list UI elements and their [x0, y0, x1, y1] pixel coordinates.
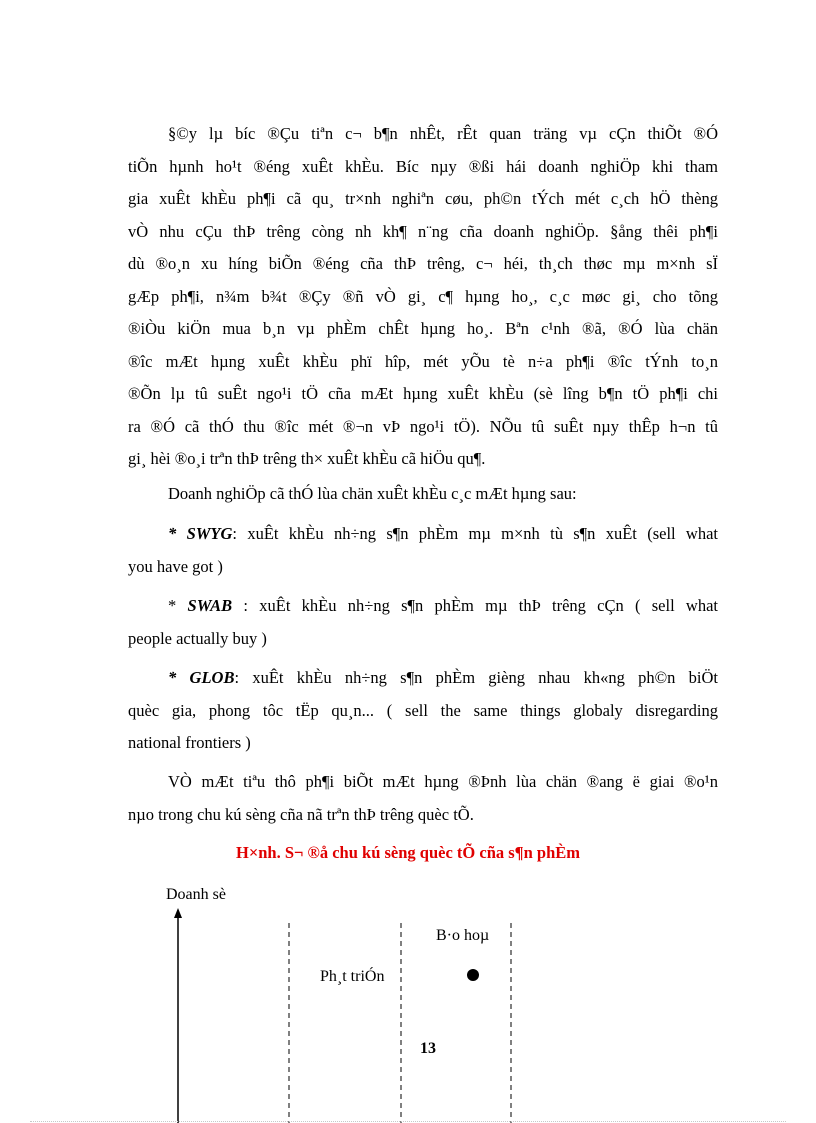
lifecycle-point — [467, 969, 479, 981]
y-axis-arrow-icon — [174, 908, 182, 918]
text-line: vÒ nhu cÇu thÞ trêng còng nh kh¶ n¨ng cña doanh nghiÖp. §ång thêi ph¶i — [128, 221, 718, 241]
text-line: gia xuÊt khÈu ph¶i cã qu¸ tr×nh nghiªn cøu, ph©n tÝch mét c¸ch hÖ thèng — [128, 189, 718, 208]
text-line: quèc gia, phong tôc tËp qu¸n... ( sell the same things globaly disregarding — [128, 700, 718, 720]
text-run: : xuÊt khÈu nh÷ng s¶n phÈm mµ m×nh tù s¶n xuÊt (sell what — [232, 524, 719, 543]
text-line: nµo trong chu kú sèng cña nã trªn thÞ trêng quèc tÕ. — [128, 804, 474, 824]
stage-label-develop: Ph¸t triÓn — [320, 968, 385, 985]
text-line: ®Õn lµ tû suÊt ngo¹i tÖ cña mÆt hµng xuÊt khÈu (sè lîng b¶n tÖ ph¶i chi — [128, 384, 718, 403]
text-line: national frontiers ) — [128, 733, 251, 752]
stage-label-saturation: B·o hoµ — [436, 927, 490, 944]
text-line: you have got ) — [128, 556, 223, 576]
text-line: VÒ mÆt tiªu thô ph¶i biÕt mÆt hµng ®Þnh lùa chän ®ang ë giai ®o¹n — [168, 772, 718, 791]
keyword-swyg: SWYG — [186, 524, 233, 543]
figure-caption: H×nh. S¬ ®å chu kú sèng quèc tÕ cña s¶n phÈm — [235, 843, 580, 862]
text-line: §©y lµ bíc ®Çu tiªn c¬ b¶n nhÊt, rÊt quan träng vµ cÇn thiÕt ®Ó — [168, 124, 718, 143]
bullet-prefix: * — [168, 524, 187, 543]
text-line: tiÕn hµnh ho¹t ®éng xuÊt khÈu. Bíc nµy ®ßi hái doanh nghiÖp khi tham — [128, 156, 718, 176]
text-line: ®iÒu kiÖn mua b¸n vµ phÈm chÊt hµng ho¸. Bªn c¹nh ®ã, ®Ó lùa chän — [128, 319, 718, 338]
page-number: 13 — [420, 1040, 436, 1057]
text-line: people actually buy ) — [128, 628, 267, 648]
text-line: ®îc mÆt hµng xuÊt khÈu phï hîp, mét yÕu tè n÷a ph¶i ®îc tÝnh to¸n — [128, 351, 718, 371]
text-line: gi¸ hèi ®o¸i trªn thÞ trêng th× xuÊt khÈu cã hiÖu qu¶. — [128, 449, 486, 468]
keyword-swab: SWAB — [187, 596, 233, 615]
text-line: Doanh nghiÖp cã thÓ lùa chän xuÊt khÈu c¸c mÆt hµng sau: — [168, 484, 577, 503]
text-run: : xuÊt khÈu nh÷ng s¶n phÈm gièng nhau kh«ng ph©n biÖt — [234, 668, 719, 687]
bullet-prefix: * — [168, 668, 190, 687]
keyword-glob: GLOB — [189, 668, 235, 687]
text-line: gÆp ph¶i, n¾m b¾t ®Çy ®ñ vÒ gi¸ c¶ hµng ho¸, c¸c møc gi¸ cho tõng — [128, 286, 718, 306]
page-bottom-rule — [30, 1121, 786, 1122]
text-run: : xuÊt khÈu nh÷ng s¶n phÈm mµ thÞ trêng cÇn ( sell what — [232, 596, 719, 615]
bullet-prefix: * — [168, 596, 188, 615]
text-line: ra ®Ó cã thÓ thu ®îc mét ®¬n vÞ ngo¹i tÖ). NÕu tû suÊt nµy thÊp h¬n tû — [128, 416, 718, 436]
y-axis-label: Doanh sè — [166, 886, 226, 903]
text-line: dù ®o¸n xu híng biÕn ®éng cña thÞ trêng, c¬ héi, th¸ch thøc mµ m×nh sÏ — [128, 254, 718, 273]
